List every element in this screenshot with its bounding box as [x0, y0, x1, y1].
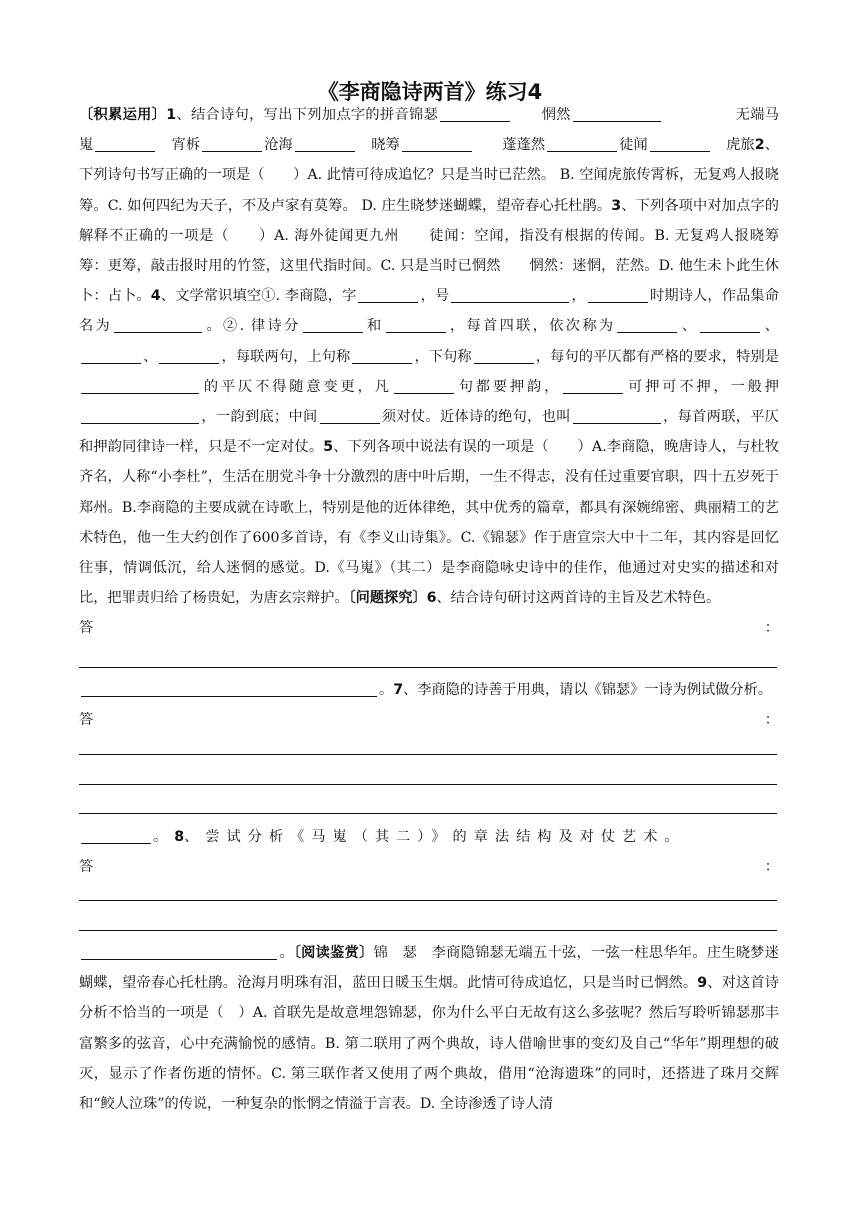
blank[interactable]: [474, 346, 534, 364]
q4-text: 须对仗。近体诗的绝句，也叫: [381, 409, 571, 426]
section-label-reading: 〔阅读鉴赏〕: [293, 945, 374, 961]
q4-text: 、文学常识填空①. 李商隐，字: [160, 288, 357, 305]
q1-item: 虎旅: [726, 137, 755, 154]
q7-text: 、李商隐的诗善于用典，请以《锦瑟》一诗为例试做分析。: [403, 682, 772, 698]
q4-text: ，号: [420, 288, 450, 305]
blank[interactable]: [650, 134, 710, 152]
blank[interactable]: [588, 285, 648, 303]
q1-item: 蓬蓬然: [502, 137, 546, 154]
q8-block: [79, 822, 779, 882]
blank[interactable]: [81, 376, 199, 394]
blank[interactable]: [617, 315, 677, 333]
end-mark: 。: [379, 682, 394, 698]
reading-block: [79, 938, 779, 1119]
q1-item: 沧海: [264, 137, 293, 154]
answer-colon: ：: [764, 859, 779, 875]
blank[interactable]: [95, 134, 155, 152]
q8-number: 8: [174, 829, 185, 845]
blank[interactable]: [81, 679, 377, 697]
blank[interactable]: [451, 285, 569, 303]
q4-text: 句都要押韵，: [455, 378, 562, 395]
q4-text: 时期诗人，作品集命名为: [79, 288, 779, 335]
q8-text: 、尝试分析《马嵬（其二）》的章法结构及对仗艺术。: [184, 829, 686, 845]
q4-text: ，: [571, 288, 586, 305]
blank[interactable]: [202, 134, 262, 152]
blank[interactable]: [563, 376, 623, 394]
answer-line[interactable]: [79, 930, 777, 931]
poem-title: 锦 瑟: [373, 945, 418, 961]
answer-line[interactable]: [79, 784, 777, 785]
q2-text: 、下列诗句书写正确的一项是（ ）A. 此情可待成追忆？只是当时已茫然。 B. 空闻虎旅传霄柝，无复鸡人报晓筹。C. 如何四纪为天子，不及卢家有莫筹。 D. 庄生晓梦迷蝴蝶，望帝春心托杜鹃。: [79, 137, 779, 214]
q4-text: ，一韵到底；中间: [201, 409, 318, 426]
blank[interactable]: [358, 285, 418, 303]
blank[interactable]: [114, 315, 202, 333]
blank[interactable]: [386, 315, 446, 333]
end-mark: 。: [279, 945, 294, 961]
q4-text: 和: [364, 318, 384, 335]
answer-line[interactable]: [79, 813, 777, 814]
blank[interactable]: [700, 315, 760, 333]
q4-text: ，每句的平仄都有严格的要求，特别是: [535, 348, 779, 365]
blank[interactable]: [352, 346, 412, 364]
q1-item: 无端: [735, 107, 765, 123]
blank[interactable]: [159, 346, 219, 364]
answer-line[interactable]: [79, 900, 777, 901]
blank[interactable]: [295, 134, 355, 152]
q6-text: 、结合诗句研讨这两首诗的主旨及艺术特色。: [436, 590, 721, 607]
q4-text: 。②. 律诗分: [204, 318, 301, 335]
answer-colon: ：: [764, 712, 779, 728]
answer-label: 答: [79, 620, 94, 637]
q4-text: 可押可不押，一般押: [625, 378, 779, 395]
blank[interactable]: [320, 406, 380, 424]
q1-item: 徒闻: [619, 137, 648, 154]
blank[interactable]: [303, 315, 363, 333]
section-label-accumulate: 〔积累运用〕: [79, 107, 167, 123]
q4-text: ，每首两联，平仄和押韵同律诗一样，只是不一定对仗。: [79, 409, 779, 456]
q9-text: 、对这首诗分析不恰当的一项是（ ）A. 首联先是故意埋怨锦瑟，你为什么平白无故有这么多弦呢？然后写聆听锦瑟那丰富繁多的弦音，心中充满愉悦的感情。B. 第二联用了两个典故，诗人借喻世事的变幻及自己“华年”期理想的破灭，显示了作者伤逝的情怀。C. 第三联作者又使用了两个典故，借用“沧海遗珠”的同时，还搭进了珠月交辉和“鲛人泣珠”的传说，一种复杂的怅惘之情溢于言表。D. 全诗渗透了诗人清: [79, 975, 779, 1113]
q4-text: ，每首四联，依次称为: [447, 318, 616, 335]
q3-text: 、下列各项中对加点字的解释不正确的一项是（ ）A. 海外徒闻更九州 徒闻：空闻，指没有根据的传闻。B. 无复鸡人报晓筹 筹：更筹，敲击报时用的竹签，这里代指时间。C. 只是当时已惘然 惘然：迷惘，茫然。D. 他生未卜此生休 卜：占卜。: [79, 197, 808, 305]
q7-number: 7: [393, 682, 404, 698]
q6-number: 6: [426, 590, 437, 607]
blank[interactable]: [81, 346, 141, 364]
q8-answer-label-row: [79, 852, 779, 882]
poem-author: 李商隐: [431, 945, 476, 961]
worksheet-body: [79, 100, 808, 644]
q4-text: ，下句称: [414, 348, 472, 365]
blank[interactable]: [81, 826, 151, 844]
q1-text: 、结合诗句，写出下列加点字的拼音锦瑟: [176, 107, 439, 123]
q6-answer-label-row: [79, 613, 779, 643]
q2-number: 2: [754, 137, 765, 154]
section-label-explore: 〔问题探究〕: [348, 590, 427, 607]
answer-label: 答: [79, 712, 94, 728]
blank[interactable]: [81, 406, 199, 424]
q1-item: 晓筹: [371, 137, 400, 154]
answer-line[interactable]: [79, 667, 777, 668]
q4-text: 的平仄不得随意变更，凡: [201, 378, 392, 395]
blank[interactable]: [547, 134, 617, 152]
q9-number: 9: [697, 975, 708, 992]
blank[interactable]: [81, 942, 277, 960]
q1-item: 惘然: [541, 107, 571, 123]
answer-colon: ：: [764, 620, 779, 637]
blank[interactable]: [440, 104, 510, 122]
blank[interactable]: [394, 376, 454, 394]
blank[interactable]: [573, 406, 661, 424]
blank[interactable]: [402, 134, 472, 152]
q5-number: 5: [323, 439, 334, 456]
q1-number: 1: [166, 107, 177, 123]
blank[interactable]: [573, 104, 661, 122]
q7-answer-label-row: [79, 705, 779, 735]
q4-number: 4: [150, 288, 161, 305]
q4-text: ，每联两句，上句称: [221, 348, 351, 365]
end-mark: 。: [153, 829, 161, 845]
q1-item: 马嵬: [79, 107, 779, 154]
page-title: 《李商隐诗两首》练习4: [317, 80, 543, 104]
answer-label: 答: [79, 859, 94, 875]
q1-item: 宵柝: [171, 137, 201, 154]
poem-text: 锦瑟无端五十弦，一弦一柱思华年。庄生晓梦迷蝴蝶，望帝春心托杜鹃。沧海月明珠有泪，蓝田日暖玉生烟。此情可待成追忆，只是当时已惘然。: [79, 945, 779, 992]
paragraph-1: 〔积累运用〕1、结合诗句，写出下列加点字的拼音锦瑟 惘然 无端马嵬 宵柝 沧海 晓筹 蓬蓬然 徒闻 虎旅2、下列诗句书写正确的一项是（ ）A. 此情可待成追忆？只是当时已茫然。 B. 空闻虎旅传霄柝，无复鸡人报晓筹。C. 如何四纪为天子，不及卢家有莫筹。 D. 庄生晓梦迷蝴蝶，望帝春心托杜鹃。3、下列各项中对加点字的解释不正确的一项是（ ）A. 海外徒闻更九州 徒闻：空闻，指没有根据的传闻。B. 无复鸡人报晓筹 筹：更筹，敲击报时用的竹签，这里代指时间。C. 只是当时已惘然 惘然：迷惘，茫然。D. 他生未卜此生休 卜：占卜。4、文学常识填空①. 李商隐，字 ，号 ， 时期诗人，作品集命名为 。②. 律诗分 和 ，每首四联，依次称为 、 、、 ，每联两句，上句称 ，下句称 ，每句的平仄都有严格的要求，特别是的平仄不得随意变更，凡 句都要押韵， 可押可不押，一般押，一韵到底；中间 须对仗。近体诗的绝句，也叫 ，每首两联，平仄和押韵同律诗一样，只是不一定对仗。5、下列各项中说法有误的一项是（ ）A.李商隐，晚唐诗人，与杜牧齐名，人称“小李杜”，生活在朋党斗争十分激烈的唐中叶后期，一生不得志，没有任过重要官职，四十五岁死于郑州。B.李商隐的主要成就在诗歌上，特别是他的近体律绝，其中优秀的篇章，都具有深婉绵密、典丽精工的艺术特色，他一生大约创作了600多首诗，有《李义山诗集》。C.《锦瑟》作于唐宣宗大中十二年，其内容是回忆往事，情调低沉，给人迷惘的感觉。D.《马嵬》（其二）是李商隐咏史诗中的佳作，他通过对史实的描述和对比，把罪责归给了杨贵妃，为唐玄宗辩护。〔问题探究〕6、结合诗句研讨这两首诗的主旨及艺术特色。: [79, 100, 779, 613]
q3-number: 3: [611, 197, 622, 214]
q7-block: [79, 675, 779, 735]
q5-text: 、下列各项中说法有误的一项是（ ）A.李商隐，晚唐诗人，与杜牧齐名，人称“小李杜”，生活在朋党斗争十分激烈的唐中叶后期，一生不得志，没有任过重要官职，四十五岁死于郑州。B.李商隐的主要成就在诗歌上，特别是他的近体律绝，其中优秀的篇章，都具有深婉绵密、典丽精工的艺术特色，他一生大约创作了600多首诗，有《李义山诗集》。C.《锦瑟》作于唐宣宗大中十二年，其内容是回忆往事，情调低沉，给人迷惘的感觉。D.《马嵬》（其二）是李商隐咏史诗中的佳作，他通过对史实的描述和对比，把罪责归给了杨贵妃，为唐玄宗辩护。: [79, 439, 779, 607]
answer-line[interactable]: [79, 754, 777, 755]
